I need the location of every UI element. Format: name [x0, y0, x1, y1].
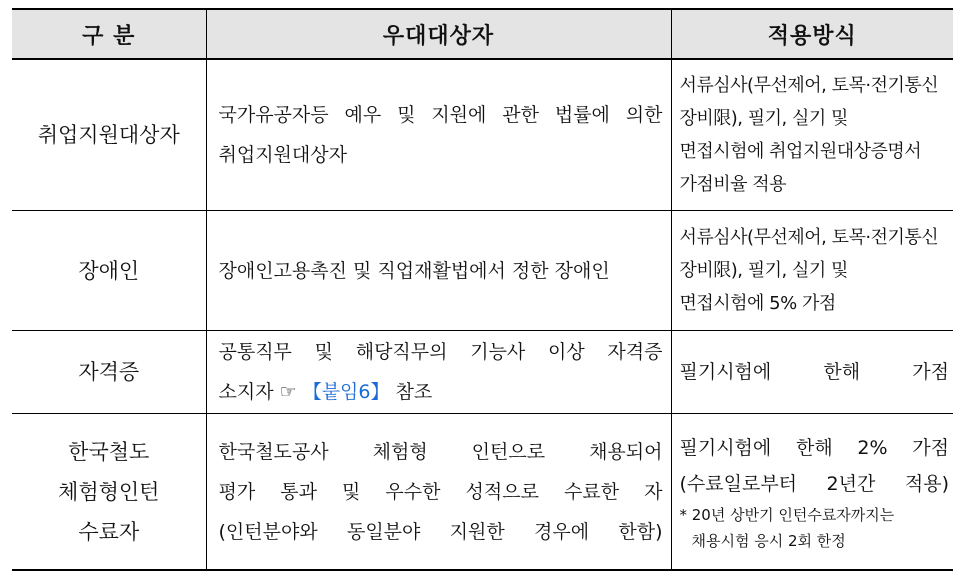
table-row	[12, 331, 953, 414]
header-method: 적용방식	[671, 9, 953, 59]
method-line: 서류심사(무선제어, 토목·전기통신	[679, 227, 939, 248]
category-label: 한국철도	[68, 439, 150, 464]
category-label: 자격증	[78, 360, 140, 384]
method-line: 가점비율 적용	[679, 174, 787, 195]
method-line: 면접시험에 취업지원대상증명서	[679, 141, 922, 162]
row-category	[12, 331, 206, 414]
row-method	[671, 59, 953, 211]
category-label: 장애인	[78, 258, 140, 283]
target-text: 소지자 ☞	[218, 381, 303, 403]
row-target	[206, 59, 671, 211]
category-label: 취업지원대상자	[37, 123, 180, 147]
category-label: 체험형인턴	[58, 479, 160, 504]
preference-table	[12, 8, 953, 571]
row-target	[206, 331, 671, 414]
row-method	[671, 331, 953, 414]
method-line: 필기시험에 한해 2% 가점	[679, 436, 949, 459]
method-note: * 20년 상반기 인턴수료자까지는	[679, 505, 895, 524]
row-target	[206, 414, 671, 571]
target-line: 한국철도공사 체험형 인턴으로 채용되어	[218, 440, 663, 463]
target-line: 취업지원대상자	[218, 144, 347, 166]
method-line: 장비限), 필기, 실기 및	[679, 260, 848, 281]
target-line	[219, 372, 663, 412]
target-line: 평가 통과 및 우수한 성적으로 수료한 자	[218, 480, 663, 503]
attachment-reference: 【붙임6】	[302, 381, 390, 403]
target-line: 공통직무 및 해당직무의 기능사 이상 자격증	[218, 341, 663, 363]
header-category: 구 분	[12, 9, 206, 59]
row-target	[206, 211, 671, 331]
table-row	[12, 211, 953, 331]
method-line: 면접시험에 5% 가점	[679, 293, 836, 314]
method-line: 필기시험에 한해 가점	[679, 361, 949, 383]
header-target: 우대대상자	[206, 9, 671, 59]
target-text: 참조	[389, 381, 433, 403]
row-method	[671, 211, 953, 331]
method-line: (수료일로부터 2년간 적용)	[679, 472, 949, 495]
table-header-row	[12, 9, 953, 59]
target-line: 장애인고용촉진 및 직업재활법에서 정한 장애인	[218, 259, 610, 282]
target-line: 국가유공자등 예우 및 지원에 관한 법률에 의한	[218, 104, 663, 126]
row-category	[12, 211, 206, 331]
row-category	[12, 414, 206, 571]
method-note: 채용시험 응시 2회 한정	[691, 531, 846, 550]
table-row	[12, 59, 953, 211]
target-line: (인턴분야와 동일분야 지원한 경우에 한함)	[218, 520, 663, 543]
category-label: 수료자	[78, 519, 140, 544]
method-line: 서류심사(무선제어, 토목·전기통신	[679, 75, 939, 96]
method-line: 장비限), 필기, 실기 및	[679, 108, 848, 129]
row-method	[671, 414, 953, 571]
row-category	[12, 59, 206, 211]
table-row	[12, 414, 953, 571]
